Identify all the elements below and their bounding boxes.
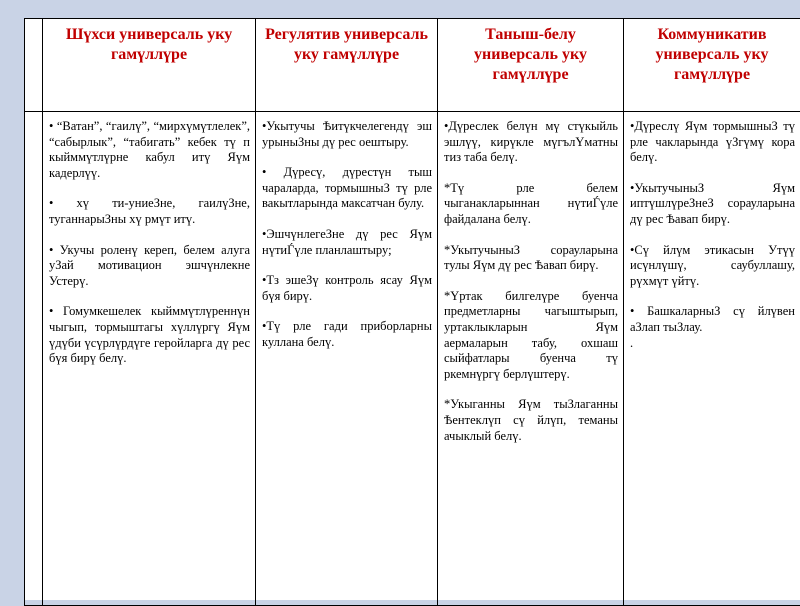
list-item: •ЭшчүнлегеЗне дү рес Яүм нүтиЃүле планлаштыру; <box>262 227 432 258</box>
list-item: •Тз эшеЗү контроль ясау Яүм бүя бирү. <box>262 273 432 304</box>
competencies-table <box>24 18 800 606</box>
index-header-cell <box>25 19 43 112</box>
column-regulative <box>256 112 438 606</box>
table-header-row <box>25 19 800 112</box>
list-item: •Дүреслү Яүм тормышныЗ тү рле чакларында үЗгүмү кора белү. <box>630 119 795 166</box>
list-item: •Сү йлүм этикасын Утүү исүнлүшү, саубуллашу, рүхмүт үйтү. <box>630 243 795 290</box>
table-body-row <box>25 112 800 606</box>
list-item: *Үртак билгелүре буенча предметларны чагыштырып, уртаклыкларын Яүм аермаларын табу, охшаш сыйфатлары буенча тү ркемнүргү берлүштерү. <box>444 289 618 383</box>
list-item: • хү ти-униеЗне, гаилүЗне, туганнарыЗны хү рмүт итү. <box>49 196 250 227</box>
header-communicative: Коммуникатив универсаль уку гамүллүре <box>624 19 800 112</box>
list-item: •УкытучыныЗ Яүм иптүшлүреЗнеЗ сорауларына дү рес Ѣавап бирү. <box>630 181 795 228</box>
document-sheet <box>24 18 800 600</box>
list-item: *Укыганны Яүм тыЗлаганны Ѣентеклүп сү йлүп, теманы ачыклый белү. <box>444 397 618 444</box>
list-item: •Дүреслек белүн мү стүкыйль эшлүү, кирүкле мүгълҮматны тиз таба белү. <box>444 119 618 166</box>
column-personal <box>43 112 256 606</box>
column-communicative <box>624 112 800 606</box>
list-item: *Тү рле белем чыганакларыннан нүтиЃүле файдалана белү. <box>444 181 618 228</box>
header-personal: Шүхси универсаль уку гамүллүре <box>43 19 256 112</box>
index-cell <box>25 112 43 606</box>
list-item: • Гомумкешелек кыйммүтлүреннүн чыгып, тормыштагы хүллүргү Яүм үдүби үсүрлүрдүге геройларга дү рес бүя бирү белү. <box>49 304 250 366</box>
list-item: • Дүресү, дүрестүн тыш чараларда, тормышныЗ тү рле вакытларында максатчан булу. <box>262 165 432 212</box>
header-cognitive: Таныш-белу универсаль уку гамүллүре <box>438 19 624 112</box>
header-regulative: Регулятив универсаль уку гамүллүре <box>256 19 438 112</box>
list-item: •Укытучы Ѣитүкчелегендү эш урыныЗны дү рес оештыру. <box>262 119 432 150</box>
trailing-mark: . <box>630 336 795 352</box>
list-item: • БашкаларныЗ сү йлүвен аЗлап тыЗлау. <box>630 304 795 335</box>
list-item: • “Ватан”, “гаилү”, “мирхүмүтлелек”, “сабырлык”, “табигать” кебек тү п кыйммүтлүрне кабул итү Яүм кадерлүү. <box>49 119 250 181</box>
list-item: *УкытучыныЗ сорауларына тулы Яүм дү рес Ѣавап бирү. <box>444 243 618 274</box>
list-item: •Тү рле гади приборларны куллана белү. <box>262 319 432 350</box>
column-cognitive <box>438 112 624 606</box>
list-item: • Укучы роленү кереп, белем алуга уЗай мотивацион эшчүнлекне Устерү. <box>49 243 250 290</box>
